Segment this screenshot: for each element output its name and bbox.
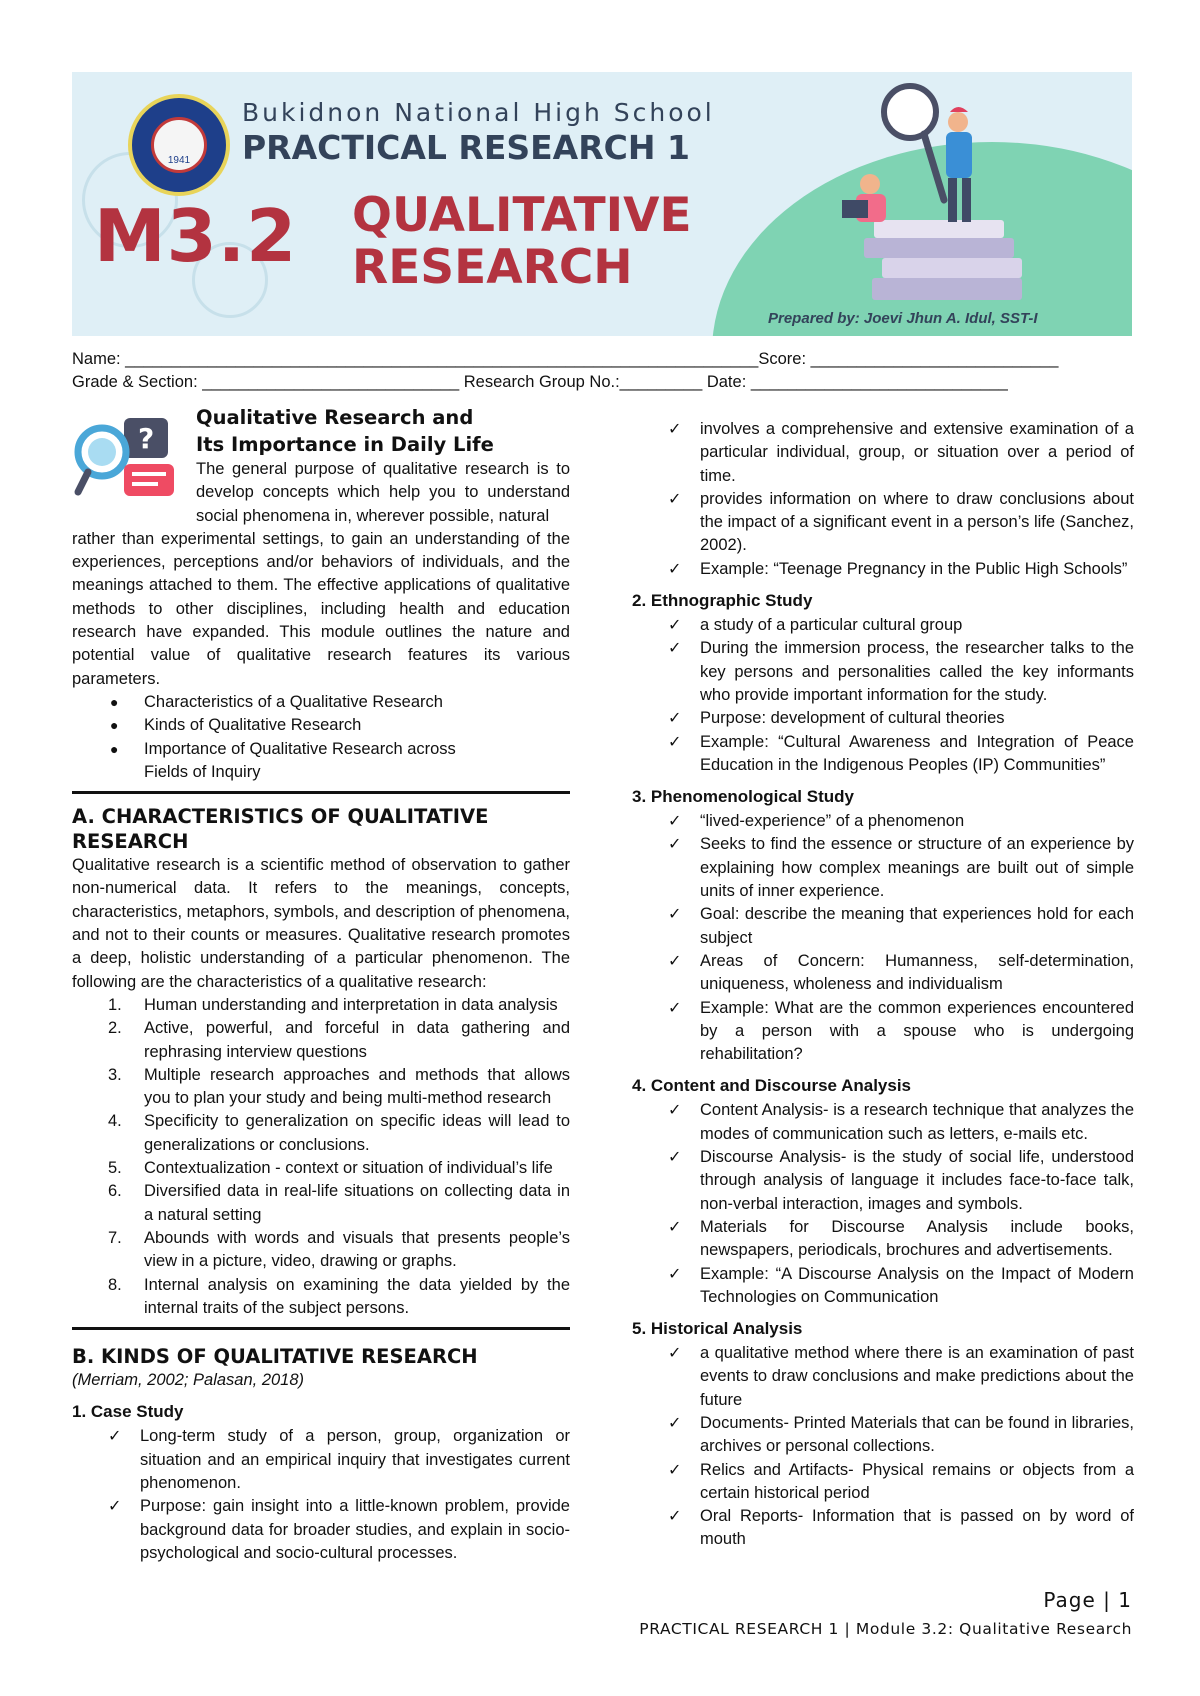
course-title: PRACTICAL RESEARCH 1 xyxy=(242,128,690,167)
researchers-books-illustration xyxy=(812,82,1072,312)
list-item-text: Example: “Teenage Pregnancy in the Public High Schools” xyxy=(700,559,1128,578)
item-number: 6. xyxy=(108,1182,122,1201)
list-item-text: a study of a particular cultural group xyxy=(700,616,963,635)
prepared-by: Prepared by: Joevi Jhun A. Idul, SST-I xyxy=(768,310,1038,327)
intro-paragraph-indented: The general purpose of qualitative research is to develop concepts which help you to understand social phenomena in, wherever possible, natural xyxy=(196,460,570,525)
intro-paragraph: rather than experimental settings, to gain an understanding of the experiences, perceptions and/or behaviors of individuals, and the meanings attached to them. The effective applications of qualitative methods to other disciplines, including health and education research have expanded. This module outlines the nature and potential value of qualitative research features its various parameters. xyxy=(72,529,570,688)
checkmark-icon: ✓ xyxy=(108,1498,122,1516)
list-item-text: Specificity to generalization on specific ideas will lead to generalizations or conclusions. xyxy=(144,1112,570,1154)
phenomenological-study-list xyxy=(632,810,1134,1066)
school-seal-logo xyxy=(128,94,230,196)
checkmark-icon: ✓ xyxy=(668,1265,682,1283)
name-score-row[interactable]: Name: _____________________________________________________________________Score: ___________________________ xyxy=(72,350,1059,368)
list-item xyxy=(632,707,1134,730)
list-item-text: Kinds of Qualitative Research xyxy=(144,716,362,735)
checkmark-icon: ✓ xyxy=(668,617,682,635)
list-item xyxy=(632,1412,1134,1459)
list-item xyxy=(72,1425,570,1495)
checkmark-icon: ✓ xyxy=(668,999,682,1017)
intro-title-line2: Its Importance in Daily Life xyxy=(196,433,494,456)
list-item xyxy=(632,488,1134,558)
section-group-date-row[interactable]: Grade & Section: ____________________________ Research Group No.:_________ Date: ____________________________ xyxy=(72,373,1008,391)
list-item xyxy=(72,691,570,714)
list-item xyxy=(632,997,1134,1067)
svg-text:?: ? xyxy=(138,422,155,455)
checkmark-icon: ✓ xyxy=(668,1102,682,1120)
list-item xyxy=(72,1157,570,1180)
list-item xyxy=(72,1227,570,1274)
intro-topic-list xyxy=(72,691,570,784)
list-item-text: Example: “Cultural Awareness and Integration of Peace Education in the Indigenous Peoples (IP) Communities” xyxy=(700,732,1134,774)
list-item-text: Human understanding and interpretation in data analysis xyxy=(144,995,558,1014)
ethnographic-study-list xyxy=(632,614,1134,777)
checkmark-icon: ✓ xyxy=(668,836,682,854)
item-number: 8. xyxy=(108,1275,122,1294)
ethnographic-study-title: 2. Ethnographic Study xyxy=(632,591,813,611)
list-item xyxy=(632,810,1134,833)
school-name: Bukidnon National High School xyxy=(242,98,715,127)
list-item xyxy=(632,1505,1134,1552)
left-column xyxy=(72,404,570,1565)
list-item-text: Characteristics of a Qualitative Research xyxy=(144,692,443,711)
list-item xyxy=(632,614,1134,637)
list-item-text: Internal analysis on examining the data yielded by the internal traits of the subject persons. xyxy=(144,1275,570,1317)
list-item-text: involves a comprehensive and extensive examination of a particular individual, group, or situation over a period of time. xyxy=(700,420,1134,485)
item-number: 2. xyxy=(108,1019,122,1038)
item-number: 4. xyxy=(108,1112,122,1131)
list-item xyxy=(632,1099,1134,1146)
list-item-text: During the immersion process, the researcher talks to the key persons and personalities called the key informants who provide important information for the study. xyxy=(700,639,1134,704)
checkmark-icon: ✓ xyxy=(668,1345,682,1363)
list-item xyxy=(72,1064,570,1111)
list-item xyxy=(72,1110,570,1157)
magnifier-question-icon xyxy=(72,416,180,512)
checkmark-icon: ✓ xyxy=(668,421,682,438)
phenomenological-study-title: 3. Phenomenological Study xyxy=(632,787,854,807)
module-code: M3.2 xyxy=(94,194,298,278)
student-info-fields xyxy=(72,348,1132,394)
list-item xyxy=(632,731,1134,778)
section-a-paragraph: Qualitative research is a scientific method of observation to gather non-numerical data. It refers to the meanings, concepts, characteristics, metaphors, symbols, and description of phenomena, and not to their counts or measures. Qualitative research promotes a deep, holistic understanding of a particular phenomenon. The following are the characteristics of a qualitative research: xyxy=(72,856,570,991)
list-item xyxy=(632,1146,1134,1216)
list-item-text: Content Analysis- is a research technique that analyzes the modes of communication such as letters, e-mails etc. xyxy=(700,1101,1134,1143)
section-divider xyxy=(72,1327,570,1330)
header-banner xyxy=(72,72,1132,336)
list-item xyxy=(632,950,1134,997)
module-title xyxy=(352,190,692,294)
list-item xyxy=(632,1342,1134,1412)
list-item-text: Example: “A Discourse Analysis on the Impact of Modern Technologies on Communication xyxy=(700,1264,1134,1306)
list-item-text: Areas of Concern: Humanness, self-determination, uniqueness, wholeness and individualism xyxy=(700,951,1134,994)
list-item-text: Goal: describe the meaning that experiences hold for each subject xyxy=(700,905,1134,947)
case-study-title: 1. Case Study xyxy=(72,1402,184,1422)
checkmark-icon: ✓ xyxy=(668,1218,682,1236)
list-item xyxy=(72,714,570,737)
characteristics-list xyxy=(72,994,570,1320)
item-number: 7. xyxy=(108,1228,122,1247)
list-item-text: Purpose: gain insight into a little-known problem, provide background data for broader studies, and explain in socio-psychological and socio-cultural processes. xyxy=(140,1497,570,1562)
list-item-text: Importance of Qualitative Research across Fields of Inquiry xyxy=(144,739,456,781)
checkmark-icon: ✓ xyxy=(668,952,682,970)
list-item-text: Documents- Printed Materials that can be found in libraries, archives or personal collections. xyxy=(700,1413,1134,1456)
list-item xyxy=(72,1274,570,1321)
bullet-icon: ● xyxy=(110,717,119,734)
list-item xyxy=(72,738,570,785)
checkmark-icon: ✓ xyxy=(108,1428,122,1446)
checkmark-icon: ✓ xyxy=(668,640,682,658)
checkmark-icon: ✓ xyxy=(668,906,682,924)
content-discourse-title: 4. Content and Discourse Analysis xyxy=(632,1076,911,1096)
module-title-line1: QUALITATIVE xyxy=(352,188,692,243)
historical-analysis-list xyxy=(632,1342,1134,1552)
list-item-text: provides information on where to draw conclusions about the impact of a significant event in a person’s life (Sanchez, 2002). xyxy=(700,489,1134,555)
list-item-text: Discourse Analysis- is the study of social life, understood through analysis of language it includes face-to-face talk, non-verbal interaction, images and symbols. xyxy=(700,1148,1134,1213)
checkmark-icon: ✓ xyxy=(668,560,682,578)
checkmark-icon: ✓ xyxy=(668,710,682,728)
section-b-citation: (Merriam, 2002; Palasan, 2018) xyxy=(72,1371,305,1390)
case-study-list-continued xyxy=(632,418,1134,581)
list-item-text: Relics and Artifacts- Physical remains or objects from a certain historical period xyxy=(700,1460,1134,1502)
list-item xyxy=(72,1495,570,1565)
section-a-title: A. CHARACTERISTICS OF QUALITATIVE RESEARCH xyxy=(72,805,489,854)
list-item-text: “lived-experience” of a phenomenon xyxy=(700,812,965,831)
module-title-line2: RESEARCH xyxy=(352,240,633,295)
list-item xyxy=(632,637,1134,707)
list-item-text: Seeks to find the essence or structure of an experience by explaining how complex meanings are built out of simple units of inner experience. xyxy=(700,835,1134,901)
checkmark-icon: ✓ xyxy=(668,1461,682,1479)
list-item-text: Materials for Discourse Analysis include books, newspapers, periodicals, brochures and advertisements. xyxy=(700,1217,1134,1260)
list-item-text: Long-term study of a person, group, organization or situation and an empirical inquiry that investigates current phenomenon. xyxy=(140,1427,570,1492)
section-divider xyxy=(72,791,570,794)
list-item xyxy=(72,994,570,1017)
seal-year: 1941 xyxy=(167,155,191,166)
content-discourse-list xyxy=(632,1099,1134,1309)
footer-text: PRACTICAL RESEARCH 1 | Module 3.2: Qualitative Research xyxy=(639,1620,1132,1638)
checkmark-icon: ✓ xyxy=(668,733,682,751)
list-item xyxy=(72,1180,570,1227)
list-item xyxy=(632,1263,1134,1310)
list-item xyxy=(632,903,1134,950)
list-item xyxy=(72,1017,570,1064)
bullet-icon: ● xyxy=(110,693,119,710)
seal-inner xyxy=(151,117,207,173)
list-item-text: Multiple research approaches and methods that allows you to plan your study and being multi-method research xyxy=(144,1065,570,1108)
list-item-text: Purpose: development of cultural theories xyxy=(700,709,1005,728)
section-b-title: B. KINDS OF QUALITATIVE RESEARCH xyxy=(72,1345,478,1369)
list-item xyxy=(632,558,1134,581)
item-number: 1. xyxy=(108,995,122,1014)
checkmark-icon: ✓ xyxy=(668,1149,682,1167)
intro-title-line1: Qualitative Research and xyxy=(196,406,474,429)
list-item-text: Contextualization - context or situation of individual’s life xyxy=(144,1159,553,1178)
list-item-text: Example: What are the common experiences encountered by a person with a spouse who is undergoing rehabilitation? xyxy=(700,998,1134,1064)
right-column xyxy=(632,418,1134,1552)
checkmark-icon: ✓ xyxy=(668,1508,682,1526)
checkmark-icon: ✓ xyxy=(668,813,682,831)
case-study-list xyxy=(72,1425,570,1565)
page-number: Page | 1 xyxy=(1043,1588,1132,1612)
list-item-text: Abounds with words and visuals that presents people’s view in a picture, video, drawing or graphs. xyxy=(144,1228,570,1271)
list-item-text: Active, powerful, and forceful in data gathering and rephrasing interview questions xyxy=(144,1019,570,1061)
historical-analysis-title: 5. Historical Analysis xyxy=(632,1319,803,1339)
item-number: 3. xyxy=(108,1065,122,1084)
intro-title xyxy=(196,404,570,458)
item-number: 5. xyxy=(108,1159,122,1178)
list-item xyxy=(632,418,1134,488)
list-item-text: a qualitative method where there is an examination of past events to draw conclusions and make predictions about the future xyxy=(700,1344,1134,1409)
list-item xyxy=(632,833,1134,903)
list-item xyxy=(632,1216,1134,1263)
checkmark-icon: ✓ xyxy=(668,1414,682,1432)
bullet-icon: ● xyxy=(110,740,119,757)
list-item-text: Diversified data in real-life situations on collecting data in a natural setting xyxy=(144,1182,570,1224)
checkmark-icon: ✓ xyxy=(668,490,682,508)
list-item-text: Oral Reports- Information that is passed on by word of mouth xyxy=(700,1507,1134,1549)
list-item xyxy=(632,1459,1134,1506)
